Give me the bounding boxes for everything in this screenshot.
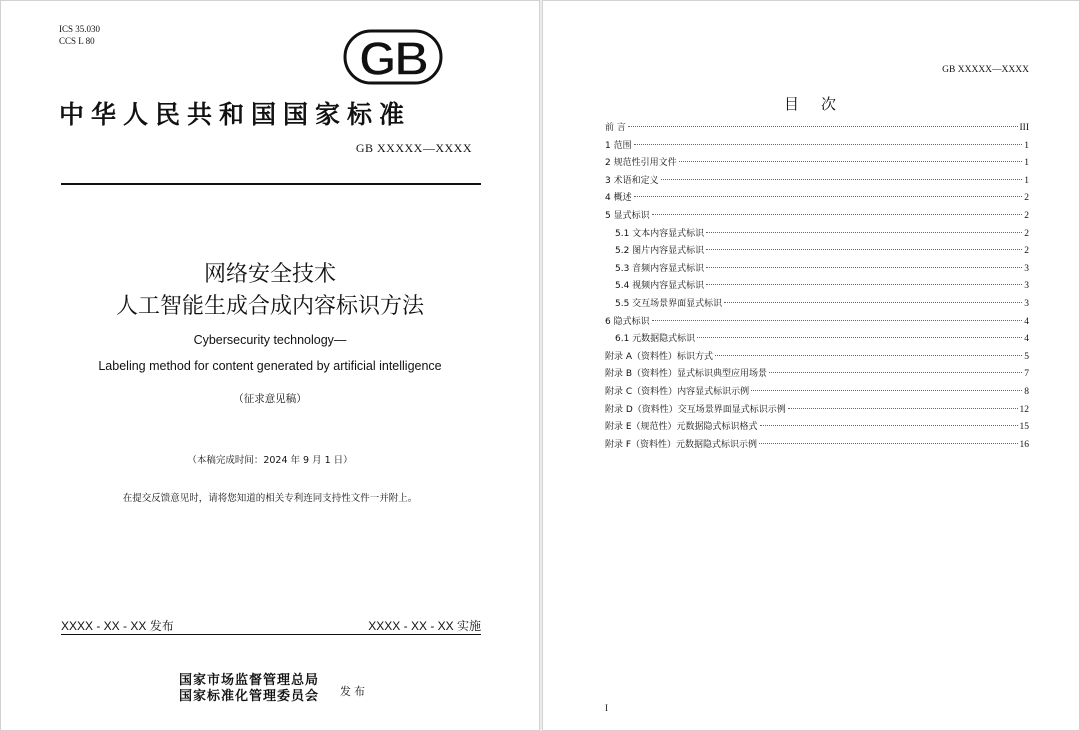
toc-entry-label: 6 隐式标识	[605, 316, 650, 327]
toc-entry[interactable]	[605, 120, 1029, 138]
toc-leader-dots	[679, 161, 1023, 162]
header-standard-number: GB XXXXX—XXXX	[942, 65, 1029, 75]
toc-entry-label: 附录 D（资料性）交互场景界面显式标识示例	[605, 404, 786, 415]
title-cn-line2: 人工智能生成合成内容标识方法	[115, 294, 424, 319]
gb-logo-text: GB	[359, 33, 427, 85]
toc-entry[interactable]	[605, 261, 1029, 279]
toc-leader-dots	[628, 126, 1018, 127]
page-number: I	[605, 703, 608, 713]
toc-entry-page: 1	[1024, 158, 1029, 169]
toc-entry-page: 5	[1024, 351, 1029, 362]
toc-title: 目次	[783, 95, 858, 113]
toc-leader-dots	[706, 284, 1022, 285]
title-cn-line1: 网络安全技术	[203, 262, 336, 287]
toc-entry-page: 1	[1024, 175, 1029, 186]
country-standard-heading: 中华人民共和国国家标准	[59, 100, 412, 129]
toc-list	[605, 120, 1029, 454]
toc-page	[542, 0, 1080, 731]
toc-entry[interactable]	[605, 402, 1029, 420]
toc-entry-page: 4	[1024, 334, 1029, 345]
toc-entry-label: 5.1 文本内容显式标识	[615, 228, 705, 239]
bottom-divider	[61, 634, 481, 635]
toc-leader-dots	[634, 196, 1023, 197]
toc-entry[interactable]	[605, 208, 1029, 226]
toc-entry[interactable]	[605, 278, 1029, 296]
toc-leader-dots	[652, 214, 1023, 215]
toc-leader-dots	[769, 372, 1022, 373]
draft-status: （征求意见稿）	[233, 393, 307, 405]
toc-entry-page: 4	[1024, 316, 1029, 327]
title-en-line2: Labeling method for content generated by artificial intelligence	[98, 359, 442, 373]
toc-entry-label: 5.4 视频内容显式标识	[615, 281, 705, 292]
toc-entry-page: 3	[1024, 263, 1029, 274]
gb-logo	[343, 29, 443, 85]
implement-date: XXXX - XX - XX 实施	[368, 619, 481, 633]
toc-entry-page: 3	[1024, 298, 1029, 309]
toc-entry-page: 1	[1024, 140, 1029, 151]
toc-entry[interactable]	[605, 349, 1029, 367]
toc-entry-label: 1 范围	[605, 140, 632, 151]
toc-entry[interactable]	[605, 331, 1029, 349]
top-divider	[61, 183, 481, 185]
toc-entry[interactable]	[605, 366, 1029, 384]
toc-entry-label: 5.5 交互场景界面显式标识	[615, 298, 723, 309]
completion-time: （本稿完成时间：2024 年 9 月 1 日）	[187, 455, 353, 466]
toc-leader-dots	[760, 425, 1018, 426]
toc-entry[interactable]	[605, 314, 1029, 332]
title-en-line1: Cybersecurity technology—	[193, 333, 347, 347]
classification-codes	[59, 23, 100, 47]
toc-entry-label: 4 概述	[605, 193, 632, 204]
toc-entry-page: 2	[1024, 210, 1029, 221]
toc-leader-dots	[788, 408, 1018, 409]
toc-leader-dots	[751, 390, 1022, 391]
toc-entry-label: 附录 B（资料性）显式标识典型应用场景	[605, 369, 768, 380]
toc-leader-dots	[661, 179, 1023, 180]
toc-entry-page: 2	[1024, 228, 1029, 239]
toc-entry-label: 2 规范性引用文件	[605, 158, 677, 169]
toc-entry[interactable]	[605, 437, 1029, 455]
toc-entry-label: 附录 A（资料性）标识方式	[605, 351, 714, 362]
toc-entry-label: 5.3 音频内容显式标识	[615, 263, 705, 274]
toc-entry-page: 8	[1024, 386, 1029, 397]
standard-number: GB XXXXX—XXXX	[355, 141, 472, 155]
toc-leader-dots	[652, 320, 1023, 321]
toc-entry[interactable]	[605, 419, 1029, 437]
issuer-samr: 国家市场监督管理总局	[179, 673, 320, 688]
toc-leader-dots	[706, 267, 1022, 268]
toc-entry[interactable]	[605, 173, 1029, 191]
toc-entry[interactable]	[605, 190, 1029, 208]
issuing-authorities	[179, 673, 319, 705]
ccs-code: CCS L 80	[59, 36, 95, 46]
toc-entry-label: 6.1 元数据隐式标识	[615, 334, 696, 345]
toc-entry-label: 3 术语和定义	[605, 175, 659, 186]
patent-feedback-note: 在提交反馈意见时，请将您知道的相关专利连同支持性文件一并附上。	[122, 493, 418, 504]
toc-entry-page: III	[1019, 123, 1029, 133]
toc-leader-dots	[706, 232, 1022, 233]
toc-entry-label: 附录 C（资料性）内容显式标识示例	[605, 386, 750, 397]
toc-leader-dots	[697, 337, 1022, 338]
toc-entry-page: 3	[1024, 281, 1029, 292]
toc-leader-dots	[759, 443, 1017, 444]
toc-leader-dots	[724, 302, 1022, 303]
title-cn	[1, 259, 539, 323]
toc-entry-page: 12	[1019, 404, 1029, 415]
publish-date: XXXX - XX - XX 发布	[61, 619, 174, 633]
toc-entry[interactable]	[605, 296, 1029, 314]
title-en	[1, 327, 539, 379]
toc-leader-dots	[715, 355, 1022, 356]
toc-entry[interactable]	[605, 226, 1029, 244]
toc-entry[interactable]	[605, 155, 1029, 173]
toc-leader-dots	[634, 144, 1023, 145]
toc-entry-page: 7	[1024, 369, 1029, 380]
toc-entry-page: 2	[1024, 246, 1029, 257]
toc-entry-page: 15	[1019, 422, 1029, 433]
issuer-sac: 国家标准化管理委员会	[179, 689, 320, 704]
toc-entry[interactable]	[605, 138, 1029, 156]
issue-word: 发布	[340, 685, 368, 698]
toc-entry-page: 16	[1019, 439, 1029, 450]
toc-entry-label: 5.2 图片内容显式标识	[615, 246, 705, 257]
toc-entry[interactable]	[605, 243, 1029, 261]
toc-entry-page: 2	[1024, 193, 1029, 204]
toc-entry-label: 附录 F（资料性）元数据隐式标识示例	[605, 439, 758, 450]
ics-code: ICS 35.030	[59, 24, 101, 34]
toc-leader-dots	[706, 249, 1022, 250]
toc-entry-label: 5 显式标识	[605, 210, 650, 221]
toc-entry-label: 附录 E（规范性）元数据隐式标识格式	[605, 422, 758, 433]
toc-entry-label: 前 言	[605, 123, 626, 133]
toc-entry[interactable]	[605, 384, 1029, 402]
